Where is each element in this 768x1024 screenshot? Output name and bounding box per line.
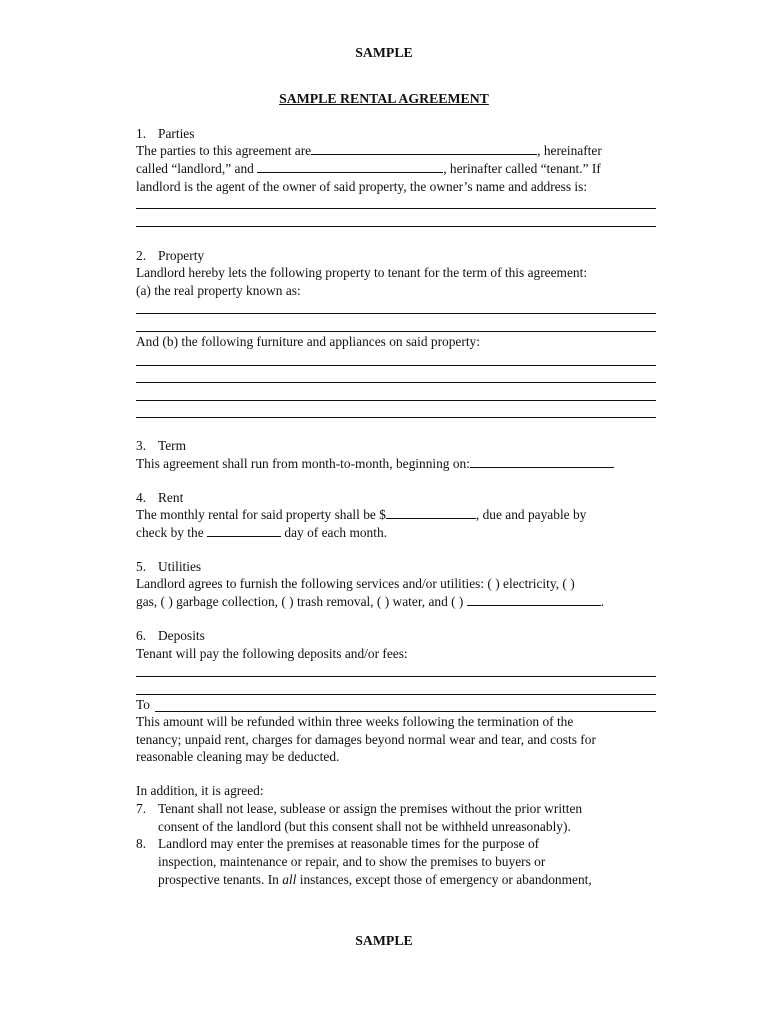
deposits-line-2: This amount will be refunded within three weeks following the termination of the [136,714,574,729]
property-line-1: Landlord hereby lets the following property to tenant for the term of this agreement: [136,265,588,280]
document-title: SAMPLE RENTAL AGREEMENT [279,91,489,106]
furniture-line[interactable] [136,400,656,401]
utilities-line-1: Landlord agrees to furnish the following services and/or utilities: ( ) electricity, ( ) [136,576,575,591]
start-date-blank[interactable] [470,455,614,468]
deposits-line-4: reasonable cleaning may be deducted. [136,749,340,764]
deposit-to-blank[interactable] [155,711,656,712]
deposit-fee-line[interactable] [136,676,656,677]
rent-line-2: check by the day of each month. [136,525,388,540]
furniture-line[interactable] [136,417,656,418]
real-property-line[interactable] [136,331,656,332]
clause-7-line-2: consent of the landlord (but this consent shall not be withheld unreasonably). [158,819,571,834]
utilities-line-2: gas, ( ) garbage collection, ( ) trash removal, ( ) water, and ( ) . [136,594,605,609]
rent-line-1: The monthly rental for said property shall be $ , due and payable by [136,507,587,522]
furniture-line[interactable] [136,382,656,383]
term-line-1: This agreement shall run from month-to-month, beginning on: [136,455,656,473]
owner-address-line[interactable] [136,226,656,227]
page-header: SAMPLE [355,45,413,60]
additional-intro: In addition, it is agreed: [136,783,264,798]
property-line-2: (a) the real property known as: [136,283,301,298]
clause-8-line-3: prospective tenants. In all instances, except those of emergency or abandonment, [158,872,592,887]
due-day-blank[interactable] [207,524,281,537]
property-line-3: And (b) the following furniture and appliances on said property: [136,334,480,349]
other-utility-blank[interactable] [467,593,601,606]
parties-line-3: landlord is the agent of the owner of said property, the owner’s name and address is: [136,179,588,194]
real-property-line[interactable] [136,313,656,314]
deposit-fee-line[interactable] [136,694,656,695]
owner-address-line[interactable] [136,208,656,209]
deposits-line-3: tenancy; unpaid rent, charges for damages beyond normal wear and tear, and costs for [136,732,596,747]
tenant-name-blank[interactable] [257,160,443,173]
rent-amount-blank[interactable] [386,506,476,519]
document-page: SAMPLE SAMPLE RENTAL AGREEMENT 1. Parties The parties to this agreement are , hereinafter called “landlord,” and , herinafter called “tenant.” If landlord is the agent of the owner of said property, the owner’s name and address is: 2. Property Landlord hereby lets the following property to tenant for the term of this agreement: (a) the real property known as: And (b) the following furniture and appliances on said property: 3. Term This agreement shall run from month-to-month, beginning on: 4. Rent The monthly rental for said property shall be $ , due and payable by check by the day of each month. 5. Utilities Landlord agrees to furnish the following services and/or utilities: ( ) electricity, ( ) gas, ( ) garbage collection, ( ) trash removal, ( ) water, and ( ) . 6. Deposits Tenant will pay the following deposits and/or fees: To This amount will be refunded within three weeks following the termination of the tenancy; unpaid rent, charges for damages beyond normal wear and tear, and costs for reasonable cleaning may be deducted. In addition, it is agreed: 7. Tenant shall not lease, sublease or assign the premises without the prior written consent of the landlord (but this consent shall not be withheld unreasonably). 8. Landlord may enter the premises at reasonable times for the purpose of inspection, maintenance or repair, and to show the premises to buyers or prospective tenants. In all instances, except those of emergency or abandonment, SAMPLE [0,0,768,1024]
parties-line-1: The parties to this agreement are , hereinafter [136,143,602,158]
landlord-name-blank[interactable] [311,142,537,155]
clause-8-line-2: inspection, maintenance or repair, and to show the premises to buyers or [158,854,546,869]
furniture-line[interactable] [136,365,656,366]
page-footer: SAMPLE [355,933,413,948]
deposit-to-line: To [136,697,150,712]
deposits-line-1: Tenant will pay the following deposits and/or fees: [136,646,408,661]
parties-line-2: called “landlord,” and , herinafter called “tenant.” If [136,161,601,176]
